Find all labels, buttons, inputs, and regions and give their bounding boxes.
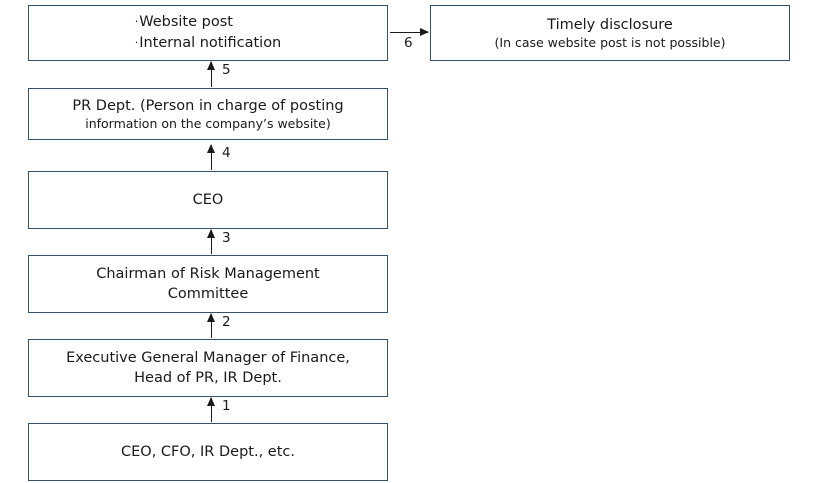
node-pr-dept — [28, 88, 388, 140]
website-post-line-1 — [135, 12, 282, 33]
arrow-label-5: 5 — [222, 62, 231, 78]
website-post-line-2 — [135, 33, 282, 54]
exec-gm-line-1: Executive General Manager of Finance, — [66, 350, 350, 366]
origin-label: CEO, CFO, IR Dept., etc. — [121, 444, 295, 460]
node-executive-general-manager — [28, 339, 388, 397]
arrow-label-1: 1 — [222, 398, 231, 414]
arrow-label-4: 4 — [222, 145, 231, 161]
node-website-post — [28, 5, 388, 61]
arrow-up-step-3-icon — [211, 230, 212, 254]
website-post-label: Website post — [139, 13, 233, 30]
node-website-post-content — [35, 12, 381, 54]
timely-disclosure-subtitle: (In case website post is not possible) — [494, 34, 726, 50]
node-chairman-content — [35, 264, 381, 304]
ceo-label: CEO — [192, 192, 224, 208]
arrow-up-step-1-icon — [211, 398, 212, 422]
arrow-label-2: 2 — [222, 314, 231, 330]
node-timely-disclosure-content — [437, 15, 783, 52]
arrow-up-step-5-icon — [211, 62, 212, 87]
arrow-right-step-6-icon — [390, 32, 428, 33]
arrow-up-step-4-icon — [211, 145, 212, 170]
chairman-line-1: Chairman of Risk Management — [96, 266, 320, 282]
website-post-bullet-list — [135, 12, 282, 54]
node-ceo-content — [35, 190, 381, 210]
bullet-dot-icon: · — [134, 15, 139, 29]
node-ceo — [28, 171, 388, 229]
node-timely-disclosure — [430, 5, 790, 61]
pr-dept-line-2: information on the company’s website) — [85, 115, 331, 131]
arrow-label-6: 6 — [404, 35, 413, 51]
bullet-dot-icon: · — [134, 36, 139, 50]
node-origin-content — [35, 442, 381, 462]
arrow-up-step-2-icon — [211, 314, 212, 338]
chairman-line-2: Committee — [167, 286, 249, 302]
internal-notification-label: Internal notification — [139, 35, 282, 51]
node-pr-dept-content — [35, 96, 381, 133]
timely-disclosure-title: Timely disclosure — [547, 16, 673, 33]
node-origin-departments — [28, 423, 388, 481]
node-exec-gm-content — [35, 348, 381, 388]
exec-gm-line-2: Head of PR, IR Dept. — [134, 370, 282, 386]
arrow-label-3: 3 — [222, 230, 231, 246]
node-chairman-risk-committee — [28, 255, 388, 313]
pr-dept-line-1: PR Dept. (Person in charge of posting — [72, 97, 344, 114]
